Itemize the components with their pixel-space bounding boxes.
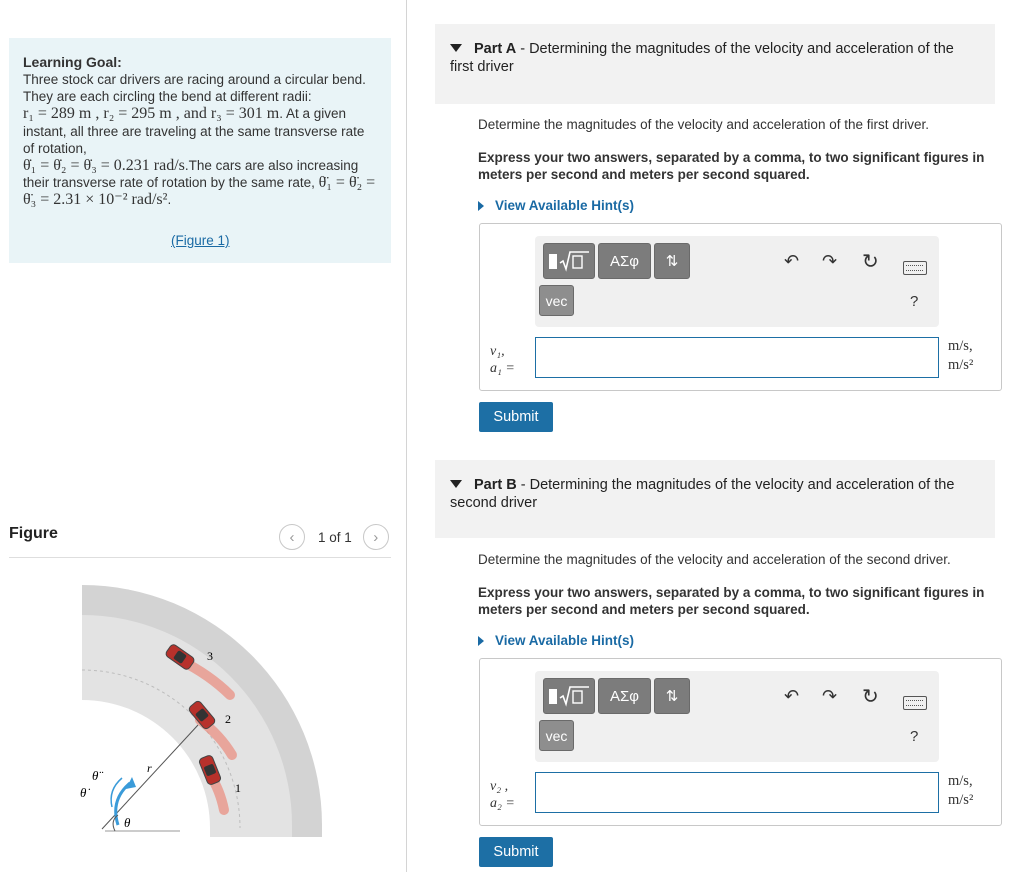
greek-letters-button[interactable]: ΑΣφ	[598, 243, 651, 279]
goal-accel: θ̈₁ = θ̈₂ = θ̈₃ = 2.31 × 10⁻² rad/s²	[23, 174, 376, 209]
part-b-sep: -	[516, 477, 530, 493]
part-a-title	[450, 40, 979, 76]
part-a-title-text: Determining the magnitudes of the velocity and acceleration of the first driver	[450, 41, 954, 75]
swap-updown-icon[interactable]: ⇅	[654, 678, 690, 714]
redo-icon[interactable]: ↷	[822, 686, 838, 706]
swap-updown-icon[interactable]: ⇅	[654, 243, 690, 279]
column-divider	[406, 0, 407, 872]
figure-image	[70, 575, 330, 837]
part-b-express: Express your two answers, separated by a comma, to two significant figures in meters per second and meters per second squared.	[478, 585, 985, 617]
template-sqrt-icon[interactable]	[543, 678, 595, 714]
car-3-label: 3	[207, 649, 213, 663]
greek-letters-button[interactable]: ΑΣφ	[598, 678, 651, 714]
learning-goal-panel	[9, 38, 391, 263]
goal-rate: θ̇₁ = θ̇₂ = θ̇₃ = 0.231 rad/s	[23, 157, 185, 175]
part-a-var-line1: v₁,	[490, 344, 505, 359]
car-1-label: 1	[235, 781, 241, 795]
part-b-var-line2: a₂ =	[490, 796, 515, 811]
r-label: r	[147, 761, 152, 775]
math-toolbar	[535, 671, 939, 762]
template-sqrt-icon[interactable]	[543, 243, 595, 279]
figure-link[interactable]: (Figure 1)	[171, 233, 230, 248]
part-a-header[interactable]	[435, 24, 995, 104]
math-toolbar	[535, 236, 939, 327]
part-a-variable-label	[490, 343, 515, 377]
collapse-caret-icon[interactable]	[450, 480, 462, 488]
help-button[interactable]: ?	[910, 293, 919, 310]
theta-label: θ	[124, 815, 131, 830]
learning-goal-title: Learning Goal:	[23, 54, 122, 70]
part-a-answer-box	[479, 223, 1002, 391]
part-a-unit-line1: m/s,	[948, 338, 973, 354]
goal-text-1: Three stock car drivers are racing around a circular bend. They are each circling the bend at different radii:	[23, 72, 366, 105]
goal-radii: r₁ = 289 m , r₂ = 295 m , and r₃ = 301 m	[23, 105, 280, 123]
chevron-right-icon[interactable]: ›	[363, 524, 389, 550]
part-a-units	[948, 337, 973, 375]
goal-text-2: . At a given instant, all three are traveling at the same transverse rate of rotation,	[23, 106, 365, 156]
figure-divider	[9, 557, 391, 558]
part-b-answer-box	[479, 658, 1002, 826]
part-b-variable-label	[490, 778, 515, 812]
figure-page-indicator: 1 of 1	[318, 529, 352, 545]
part-a-answer-input[interactable]	[535, 337, 939, 378]
undo-icon[interactable]: ↶	[784, 251, 800, 271]
part-a-submit-button[interactable]: Submit	[479, 402, 553, 432]
part-b-hint-label: View Available Hint(s)	[495, 633, 635, 648]
part-b-var-line1: v₂ ,	[490, 779, 509, 794]
theta-dot-label: θ̇	[80, 785, 87, 800]
collapse-caret-icon[interactable]	[450, 44, 462, 52]
part-b-units	[948, 772, 973, 810]
part-b-submit-button[interactable]: Submit	[479, 837, 553, 867]
part-b-answer-input[interactable]	[535, 772, 939, 813]
reset-icon[interactable]: ↻	[862, 686, 879, 708]
part-a-label: Part A	[474, 41, 517, 57]
part-b-hint-link[interactable]	[478, 633, 1003, 648]
part-a-unit-line2: m/s²	[948, 357, 974, 373]
goal-text-3: .The cars are also increasing their transverse rate of rotation by the same rate,	[23, 158, 359, 191]
learning-goal-text	[23, 71, 377, 209]
undo-icon[interactable]: ↶	[784, 686, 800, 706]
keyboard-icon[interactable]	[903, 696, 927, 710]
part-a-hint-link[interactable]	[478, 198, 1003, 213]
chevron-left-icon[interactable]: ‹	[279, 524, 305, 550]
car-2-label: 2	[225, 712, 231, 726]
figure-heading: Figure	[9, 525, 58, 542]
vec-button[interactable]: vec	[539, 720, 574, 751]
part-b-unit-line1: m/s,	[948, 773, 973, 789]
hint-caret-icon	[478, 201, 484, 211]
part-b-title-text: Determining the magnitudes of the velocity and acceleration of the second driver	[450, 477, 955, 511]
part-b-instruction: Determine the magnitudes of the velocity and acceleration of the second driver.	[478, 552, 951, 567]
goal-text-4: .	[167, 192, 172, 208]
vec-button[interactable]: vec	[539, 285, 574, 316]
hint-caret-icon	[478, 636, 484, 646]
part-b-label: Part B	[474, 477, 517, 493]
reset-icon[interactable]: ↻	[862, 251, 879, 273]
part-b-body	[478, 552, 1003, 648]
part-b-title	[450, 476, 979, 512]
part-b-unit-line2: m/s²	[948, 792, 974, 808]
part-a-instruction: Determine the magnitudes of the velocity and acceleration of the first driver.	[478, 117, 929, 132]
part-a-body	[478, 117, 1003, 213]
part-b-header[interactable]	[435, 460, 995, 538]
part-a-sep: -	[516, 41, 530, 57]
part-a-hint-label: View Available Hint(s)	[495, 198, 635, 213]
redo-icon[interactable]: ↷	[822, 251, 838, 271]
part-a-express: Express your two answers, separated by a comma, to two significant figures in meters per second and meters per second squared.	[478, 150, 985, 182]
help-button[interactable]: ?	[910, 728, 919, 745]
theta-ddot-label: θ̈	[92, 768, 99, 783]
figure-pager	[279, 524, 389, 550]
keyboard-icon[interactable]	[903, 261, 927, 275]
part-a-var-line2: a₁ =	[490, 361, 515, 376]
